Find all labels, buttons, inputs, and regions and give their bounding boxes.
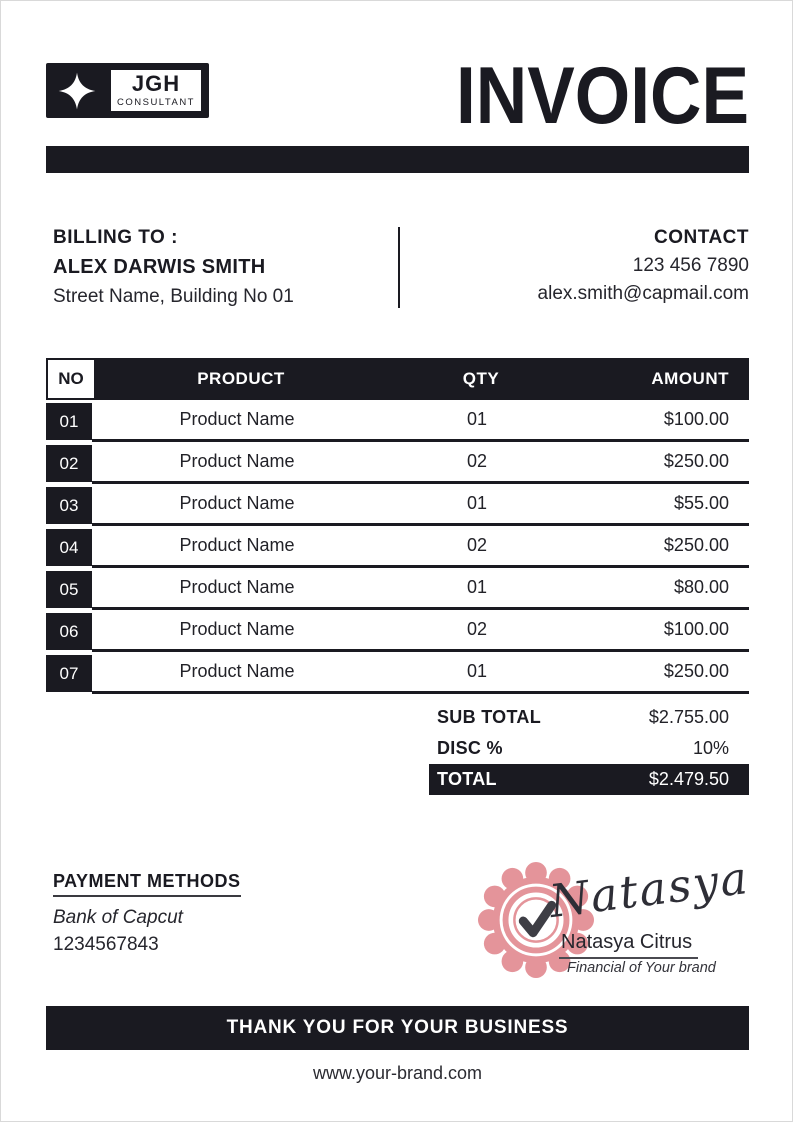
signature-script: Natasya — [546, 850, 752, 929]
website-url: www.your-brand.com — [312, 1063, 483, 1083]
page-title: INVOICE — [455, 51, 749, 141]
items-table — [46, 358, 749, 694]
row-no: 07 — [46, 655, 92, 692]
logo-abbr: JGH — [131, 71, 181, 96]
row-no: 03 — [46, 487, 92, 524]
contact-block — [400, 227, 749, 308]
header-no: NO — [48, 360, 94, 398]
row-product: Product Name — [179, 409, 295, 429]
row-product: Product Name — [179, 451, 295, 471]
table-row — [46, 652, 749, 694]
row-no: 01 — [46, 403, 92, 440]
row-qty: 02 — [466, 619, 488, 639]
row-qty: 02 — [466, 535, 488, 555]
payment-account-number: 1234567843 — [53, 934, 159, 955]
discount-row — [429, 733, 749, 764]
billing-block — [46, 227, 398, 308]
row-qty: 01 — [466, 409, 488, 429]
row-product: Product Name — [179, 661, 295, 681]
table-row — [46, 442, 749, 484]
table-row — [46, 526, 749, 568]
contact-email: alex.smith@capmail.com — [537, 283, 749, 304]
contact-label: CONTACT — [654, 227, 749, 248]
thank-you-bar: THANK YOU FOR YOUR BUSINESS — [46, 1006, 749, 1050]
row-amount: $250.00 — [663, 661, 729, 681]
discount-label: DISC % — [437, 738, 503, 758]
header-qty: QTY — [462, 369, 500, 388]
header-product: PRODUCT — [197, 369, 285, 388]
table-row — [46, 568, 749, 610]
row-product: Product Name — [179, 619, 295, 639]
discount-value: 10% — [692, 738, 729, 758]
subtotal-value: $2.755.00 — [648, 707, 729, 727]
header-amount: AMOUNT — [651, 369, 729, 388]
info-section — [46, 227, 749, 308]
row-product: Product Name — [179, 535, 295, 555]
table-header-row — [46, 358, 749, 400]
logo-subtitle: CONSULTANT — [117, 97, 195, 108]
payment-methods-block — [46, 861, 241, 986]
header — [46, 51, 749, 141]
row-no: 02 — [46, 445, 92, 482]
table-row — [46, 400, 749, 442]
row-qty: 01 — [466, 661, 488, 681]
subtotal-row — [429, 702, 749, 733]
row-no: 04 — [46, 529, 92, 566]
signature-block — [477, 850, 752, 986]
subtotal-label: SUB TOTAL — [437, 707, 542, 727]
contact-phone: 123 456 7890 — [632, 255, 749, 276]
row-qty: 02 — [466, 451, 488, 471]
row-product: Product Name — [179, 493, 295, 513]
company-logo — [46, 63, 209, 118]
signatory-name: Natasya Citrus — [559, 931, 698, 959]
row-amount: $250.00 — [663, 451, 729, 471]
logo-text-box — [108, 67, 204, 114]
row-amount: $250.00 — [663, 535, 729, 555]
header-divider-bar — [46, 146, 749, 173]
row-qty: 01 — [466, 577, 488, 597]
row-qty: 01 — [466, 493, 488, 513]
row-amount: $100.00 — [663, 409, 729, 429]
table-row — [46, 484, 749, 526]
totals-block — [429, 702, 749, 795]
row-amount: $80.00 — [673, 577, 729, 597]
billing-name: ALEX DARWIS SMITH — [53, 256, 266, 278]
total-value: $2.479.50 — [648, 769, 729, 789]
row-no: 06 — [46, 613, 92, 650]
row-amount: $55.00 — [673, 493, 729, 513]
sparkle-star-icon — [46, 63, 108, 118]
row-amount: $100.00 — [663, 619, 729, 639]
signatory-role: Financial of Your brand — [567, 960, 716, 976]
billing-address: Street Name, Building No 01 — [53, 286, 294, 307]
table-row — [46, 610, 749, 652]
payment-methods-label: PAYMENT METHODS — [53, 871, 241, 897]
row-no: 05 — [46, 571, 92, 608]
row-product: Product Name — [179, 577, 295, 597]
billing-label: BILLING TO : — [53, 227, 178, 248]
total-label: TOTAL — [437, 769, 497, 789]
total-row — [429, 764, 749, 795]
bottom-section — [46, 850, 752, 986]
payment-bank: Bank of Capcut — [53, 907, 183, 928]
